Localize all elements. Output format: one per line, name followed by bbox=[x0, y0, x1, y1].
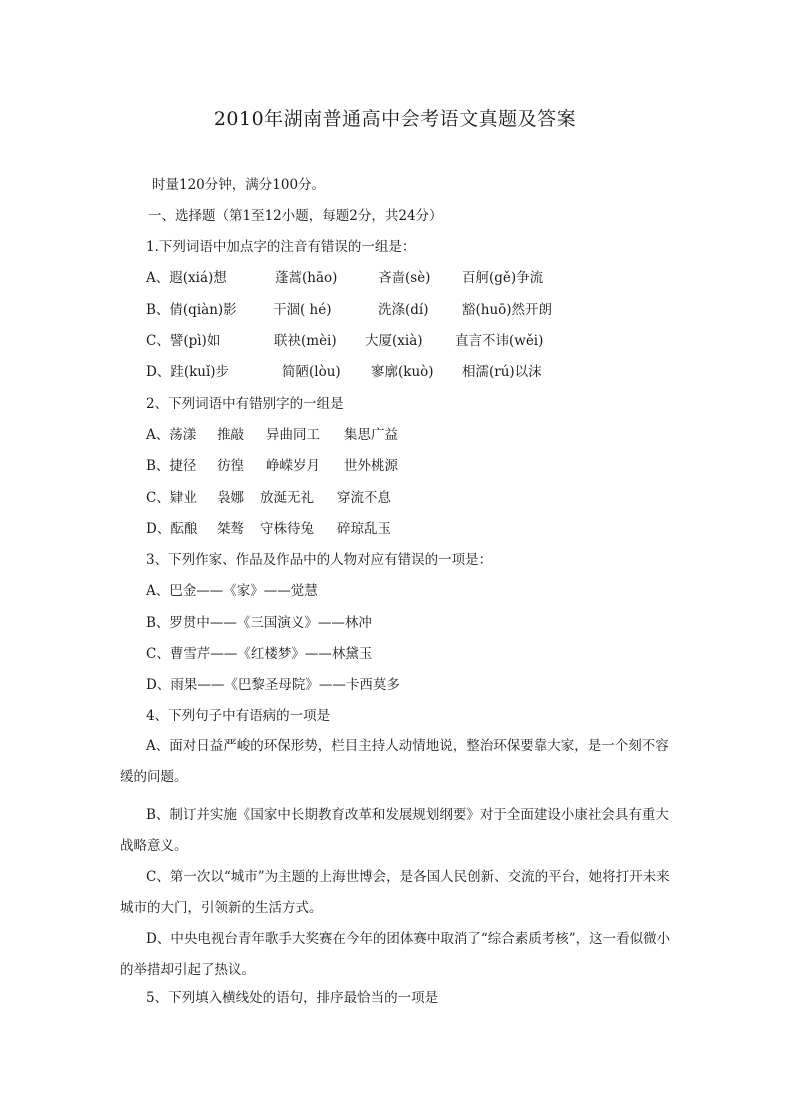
exam-info: 时量120分钟，满分100分。 bbox=[152, 177, 326, 193]
q1-option-c-word: 联袂(mèi) bbox=[274, 333, 337, 349]
q1-option-a-word: 百舸(gě)争流 bbox=[462, 270, 544, 286]
question-3-stem: 3、下列作家、作品及作品中的人物对应有错误的一项是： bbox=[146, 552, 493, 568]
q1-option-b: B、倩(qiàn)影 bbox=[146, 302, 237, 318]
q1-option-c-word: 大厦(xià) bbox=[365, 333, 423, 349]
q2-option-d: D、酝酿 bbox=[146, 521, 198, 537]
q2-option-c-word: 放涎无礼 bbox=[260, 490, 314, 506]
question-1-stem: 1.下列词语中加点字的注音有错误的一组是： bbox=[146, 239, 416, 255]
q1-option-c-word: 直言不讳(wěi) bbox=[455, 333, 544, 349]
q1-option-a: A、遐(xiá)想 bbox=[146, 270, 227, 286]
q2-option-a: A、荡漾 bbox=[146, 427, 197, 443]
question-5-stem: 5、下列填入横线处的语句，排序最恰当的一项是 bbox=[146, 990, 439, 1006]
q1-option-d-word: 相濡(rú)以沫 bbox=[462, 364, 542, 380]
q2-option-c-word: 穿流不息 bbox=[337, 490, 391, 506]
q1-option-b-word: 干涸( hé) bbox=[273, 302, 332, 318]
q4-option-b: B、制订并实施《国家中长期教育改革和发展规划纲要》对于全面建设小康社会具有重大战略意义。 bbox=[120, 807, 669, 854]
q1-option-c: C、譬(pì)如 bbox=[146, 333, 221, 349]
q3-option-c: C、曹雪芹——《红楼梦》——林黛玉 bbox=[146, 646, 373, 662]
q4-option-d: D、中央电视台青年歌手大奖赛在今年的团体赛中取消了“综合素质考核”，这一看似微小的举措却引起了热议。 bbox=[120, 931, 671, 978]
q3-option-d: D、雨果——《巴黎圣母院》——卡西莫多 bbox=[146, 677, 400, 693]
q2-option-c-word: 袅娜 bbox=[217, 490, 244, 506]
q2-option-b-word: 世外桃源 bbox=[344, 458, 398, 474]
q2-option-d-word: 桀骜 bbox=[217, 521, 244, 537]
q1-option-d-word: 简陋(lòu) bbox=[282, 364, 341, 380]
q2-option-a-word: 推敲 bbox=[217, 427, 244, 443]
q1-option-d-word: 寥廓(kuò) bbox=[371, 364, 434, 380]
q2-option-b-word: 峥嵘岁月 bbox=[266, 458, 320, 474]
page-title: 2010年湖南普通高中会考语文真题及答案 bbox=[213, 108, 577, 130]
q4-option-a: A、面对日益严峻的环保形势，栏目主持人动情地说，整治环保要靠大家，是一个刻不容缓的问题。 bbox=[120, 738, 669, 785]
q3-option-b: B、罗贯中——《三国演义》——林冲 bbox=[146, 615, 372, 631]
q2-option-d-word: 碎琼乱玉 bbox=[337, 521, 391, 537]
section-heading: 一、选择题（第1至12小题，每题2分，共24分） bbox=[148, 208, 443, 224]
q4-option-c: C、第一次以“城市”为主题的上海世博会，是各国人民创新、交流的平台，她将打开未来城市的大门，引领新的生活方式。 bbox=[120, 869, 670, 916]
question-2-stem: 2、下列词语中有错别字的一组是 bbox=[146, 396, 344, 412]
q2-option-b-word: 彷徨 bbox=[217, 458, 244, 474]
q1-option-b-word: 豁(huō)然开朗 bbox=[462, 302, 553, 318]
q2-option-a-word: 异曲同工 bbox=[266, 427, 320, 443]
q1-option-b-word: 洗涤(dí) bbox=[378, 302, 429, 318]
q3-option-a: A、巴金——《家》——觉慧 bbox=[146, 583, 318, 599]
q1-option-a-word: 吝啬(sè) bbox=[378, 270, 431, 286]
q2-option-b: B、捷径 bbox=[146, 458, 197, 474]
question-4-stem: 4、下列句子中有语病的一项是 bbox=[146, 708, 331, 724]
q1-option-d: D、跬(kuǐ)步 bbox=[146, 364, 230, 380]
q1-option-a-word: 蓬蒿(hāo) bbox=[275, 270, 338, 286]
q2-option-c: C、肄业 bbox=[146, 490, 197, 506]
q2-option-d-word: 守株待兔 bbox=[260, 521, 314, 537]
q2-option-a-word: 集思广益 bbox=[344, 427, 398, 443]
